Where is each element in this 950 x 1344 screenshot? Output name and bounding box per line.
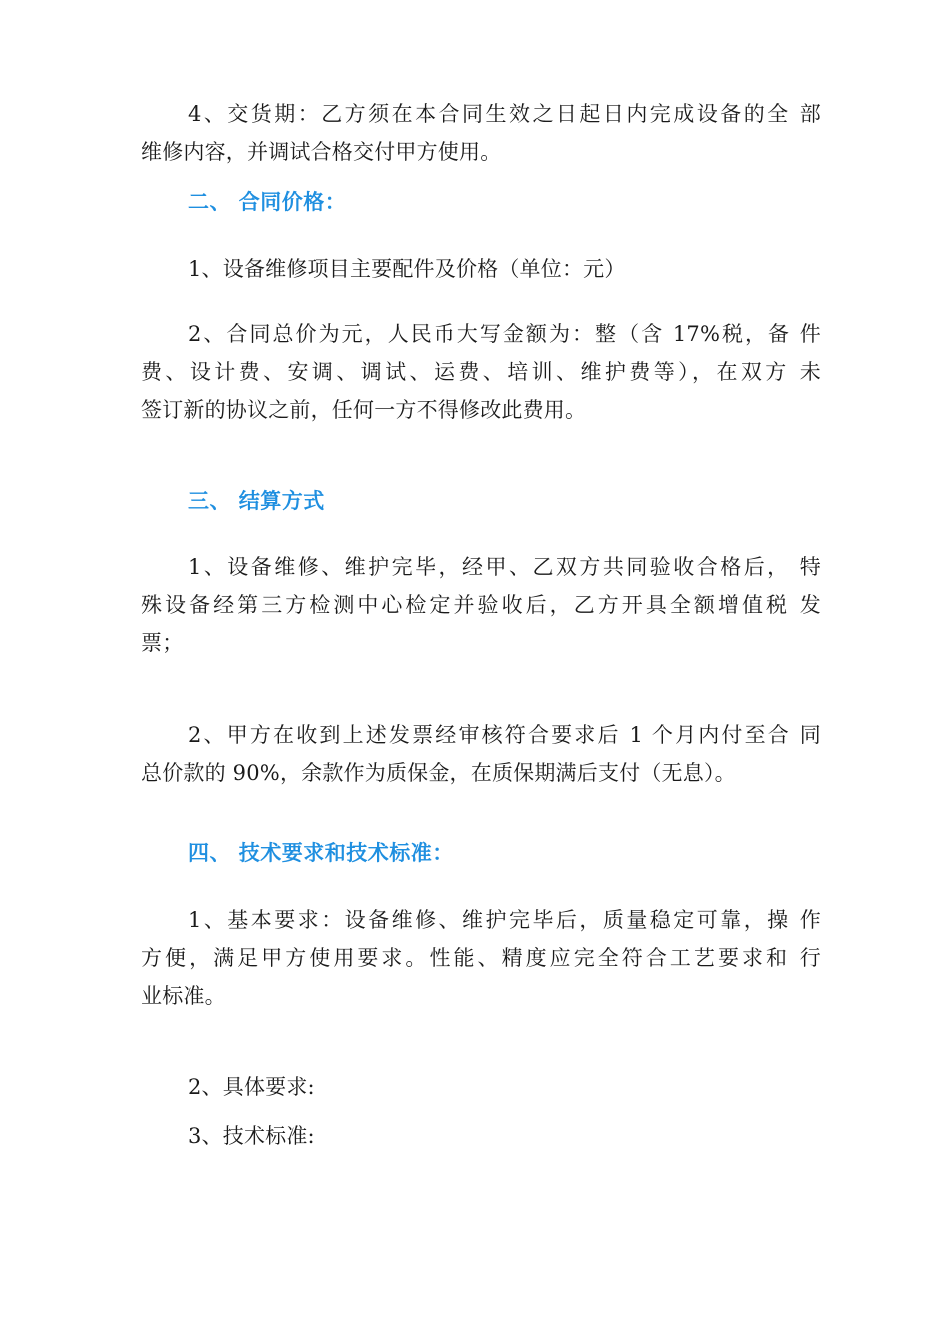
text-line: 1、基本要求：设备维修、维护完毕后，质量稳定可靠，操 作 bbox=[188, 908, 821, 932]
text-line: 签订新的协议之前，任何一方不得修改此费用。 bbox=[141, 398, 587, 422]
paragraph-settlement-item-1 bbox=[141, 548, 821, 662]
text-line: 2、合同总价为元，人民币大写金额为：整（含 17%税，备 件 bbox=[188, 322, 821, 346]
text-line: 1、设备维修、维护完毕，经甲、乙双方共同验收合格后， 特 bbox=[188, 555, 821, 579]
text-line: 殊设备经第三方检测中心检定并验收后，乙方开具全额增值税 发 bbox=[141, 593, 821, 617]
section-heading-technical-requirements: 四、 技术要求和技术标准： bbox=[188, 841, 454, 865]
paragraph-tech-item-2 bbox=[141, 1068, 821, 1106]
text-line: 4、交货期：乙方须在本合同生效之日起日内完成设备的全 部 bbox=[188, 102, 821, 126]
text-line: 维修内容，并调试合格交付甲方使用。 bbox=[141, 140, 502, 164]
section-heading-settlement: 三、 结算方式 bbox=[188, 489, 325, 513]
section-heading-contract-price: 二、 合同价格： bbox=[188, 190, 347, 214]
text-line: 2、具体要求: bbox=[188, 1075, 315, 1099]
paragraph-price-item-1 bbox=[141, 250, 821, 288]
text-line: 费、设计费、安调、调试、运费、培训、维护费等），在双方 未 bbox=[141, 360, 821, 384]
paragraph-settlement-item-2 bbox=[141, 716, 821, 792]
paragraph-tech-item-3 bbox=[141, 1117, 821, 1155]
paragraph-tech-item-1 bbox=[141, 901, 821, 1015]
paragraph-price-item-2 bbox=[141, 315, 821, 429]
text-line: 业标准。 bbox=[141, 984, 226, 1008]
paragraph-delivery-period bbox=[141, 95, 821, 171]
text-line: 1、设备维修项目主要配件及价格（单位：元） bbox=[188, 257, 626, 281]
text-line: 3、技术标准: bbox=[188, 1124, 315, 1148]
text-line: 票； bbox=[141, 631, 184, 655]
text-line: 总价款的 90%，余款作为质保金，在质保期满后支付（无息）。 bbox=[141, 761, 736, 785]
text-line: 方便，满足甲方使用要求。性能、精度应完全符合工艺要求和 行 bbox=[141, 946, 821, 970]
text-line: 2、甲方在收到上述发票经审核符合要求后 1 个月内付至合 同 bbox=[188, 723, 821, 747]
